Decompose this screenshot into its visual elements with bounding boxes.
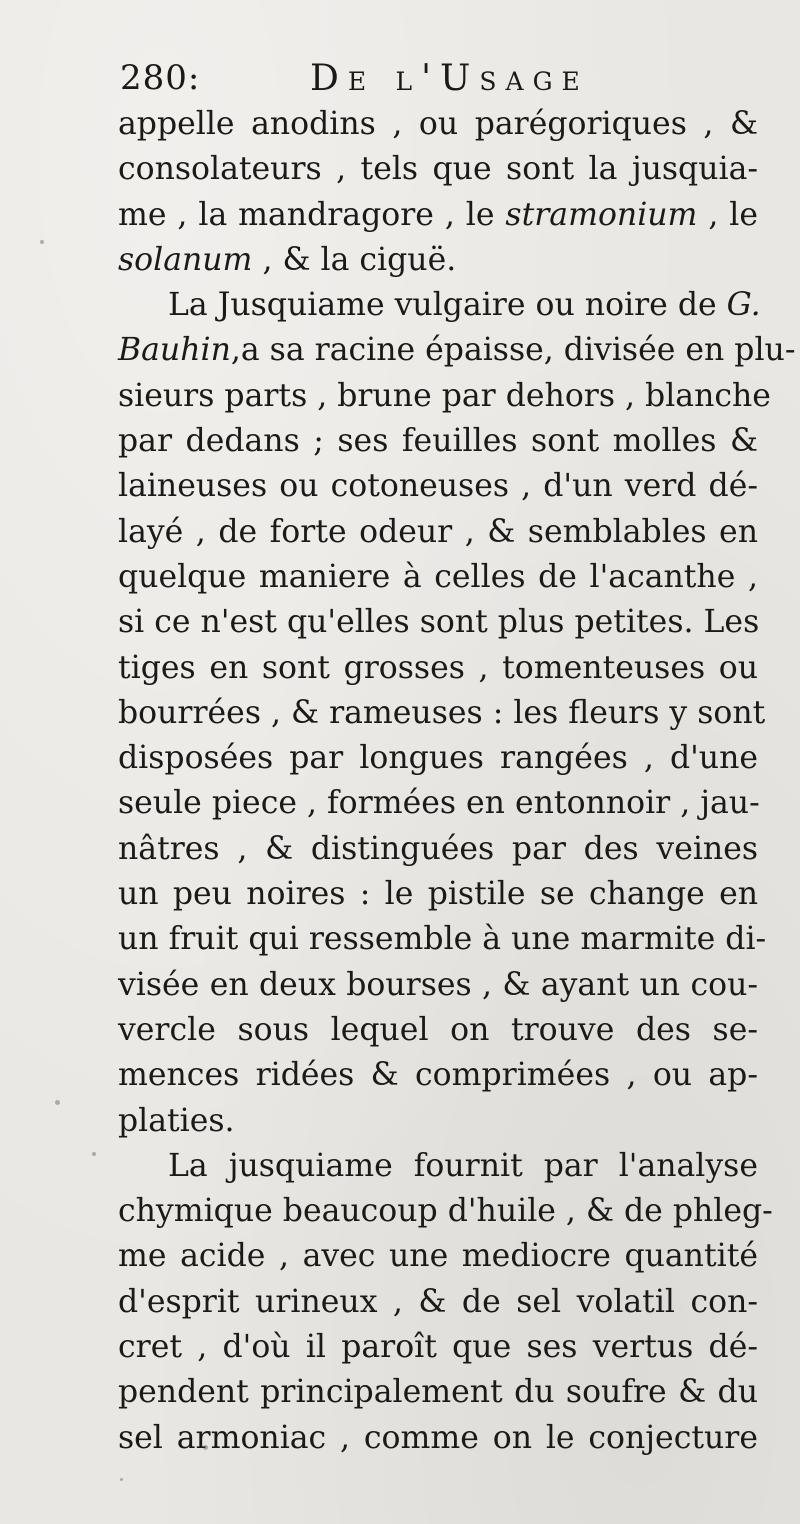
text-run: nâtres , & distinguées par des veines bbox=[118, 830, 758, 867]
text-line bbox=[118, 102, 758, 147]
text-run: laineuses ou cotoneuses , d'un verd dé- bbox=[118, 468, 758, 505]
text-run: si ce n'est qu'elles sont plus petites. Les bbox=[118, 604, 760, 641]
text-line bbox=[118, 1189, 773, 1234]
text-line bbox=[118, 193, 758, 238]
page-header bbox=[120, 58, 760, 104]
italic-word: G. bbox=[726, 287, 761, 324]
text-line bbox=[118, 238, 758, 283]
text-run: d'esprit urineux , & de sel volatil con- bbox=[118, 1283, 758, 1320]
italic-word: stramonium bbox=[505, 196, 698, 233]
text-run: un peu noires : le pistile se change en bbox=[118, 876, 758, 913]
body-text bbox=[118, 102, 796, 1461]
text-run: sieurs parts , brune par dehors , blanche bbox=[118, 377, 771, 414]
paper-speck bbox=[55, 1100, 60, 1105]
text-run: mences ridées & comprimées , ou ap- bbox=[118, 1057, 758, 1094]
text-run: pendent principalement du soufre & du bbox=[118, 1374, 758, 1411]
text-line bbox=[118, 555, 758, 600]
text-line bbox=[118, 646, 758, 691]
text-line bbox=[118, 917, 767, 962]
text-run: seule piece , formées en entonnoir , jau- bbox=[118, 785, 760, 822]
text-line bbox=[118, 781, 758, 826]
text-line bbox=[118, 1099, 758, 1144]
text-run: me , la mandragore , le bbox=[118, 196, 506, 233]
text-run: sel armoniac , comme on le conjecture bbox=[118, 1419, 758, 1456]
text-line bbox=[118, 419, 758, 464]
paper-speck bbox=[92, 1152, 96, 1156]
text-run: quelque maniere à celles de l'acanthe , bbox=[118, 558, 758, 595]
text-run: chymique beaucoup d'huile , & de phleg- bbox=[118, 1193, 773, 1230]
text-run: tiges en sont grosses , tomenteuses ou bbox=[118, 649, 758, 686]
text-line bbox=[118, 374, 771, 419]
text-run: par dedans ; ses feuilles sont molles & bbox=[118, 423, 758, 460]
text-line bbox=[118, 691, 766, 736]
text-run: visée en deux bourses , & ayant un cou- bbox=[118, 966, 758, 1003]
text-line bbox=[118, 827, 758, 872]
text-line bbox=[118, 1280, 758, 1325]
text-line bbox=[118, 1008, 758, 1053]
text-run: ,a sa racine épaisse, divisée en plu- bbox=[230, 332, 796, 369]
text-run: appelle anodins , ou parégoriques , & bbox=[118, 106, 758, 142]
text-run: me acide , avec une mediocre quantité bbox=[118, 1238, 758, 1275]
text-line bbox=[118, 600, 758, 645]
text-line bbox=[118, 736, 758, 781]
text-run: , & la ciguë. bbox=[252, 241, 457, 278]
text-line bbox=[118, 1053, 758, 1098]
running-title: De l'Usage bbox=[310, 58, 589, 99]
text-run: La Jusquiame vulgaire ou noire de bbox=[168, 287, 727, 324]
italic-word: solanum bbox=[118, 241, 253, 278]
paper-speck bbox=[120, 1478, 123, 1481]
text-line bbox=[118, 1416, 758, 1461]
text-run: vercle sous lequel on trouve des se- bbox=[118, 1011, 758, 1048]
text-run: , le bbox=[697, 196, 758, 233]
text-line bbox=[118, 872, 758, 917]
text-run: cret , d'où il paroît que ses vertus dé- bbox=[118, 1329, 758, 1366]
text-line bbox=[118, 1234, 758, 1279]
text-line bbox=[118, 328, 796, 373]
text-line bbox=[118, 283, 761, 328]
text-line bbox=[118, 147, 758, 192]
text-line bbox=[118, 1370, 758, 1415]
text-run: disposées par longues rangées , d'une bbox=[118, 740, 758, 777]
text-line bbox=[118, 464, 758, 509]
text-run: platies. bbox=[118, 1102, 235, 1139]
text-line bbox=[118, 1144, 758, 1189]
text-line bbox=[118, 510, 758, 555]
text-run: un fruit qui ressemble à une marmite di- bbox=[118, 921, 767, 958]
text-line bbox=[118, 963, 758, 1008]
text-run: consolateurs , tels que sont la jusquia- bbox=[118, 151, 758, 188]
text-run: bourrées , & rameuses : les fleurs y sont bbox=[118, 694, 766, 731]
text-run: layé , de forte odeur , & semblables en bbox=[118, 513, 758, 550]
text-run: La jusquiame fournit par l'analyse bbox=[168, 1147, 758, 1184]
paper-speck bbox=[203, 1445, 208, 1450]
text-line bbox=[118, 1325, 758, 1370]
italic-word: Bauhin bbox=[118, 332, 231, 369]
paper-speck bbox=[40, 240, 44, 244]
page-number: 280: bbox=[120, 58, 201, 98]
